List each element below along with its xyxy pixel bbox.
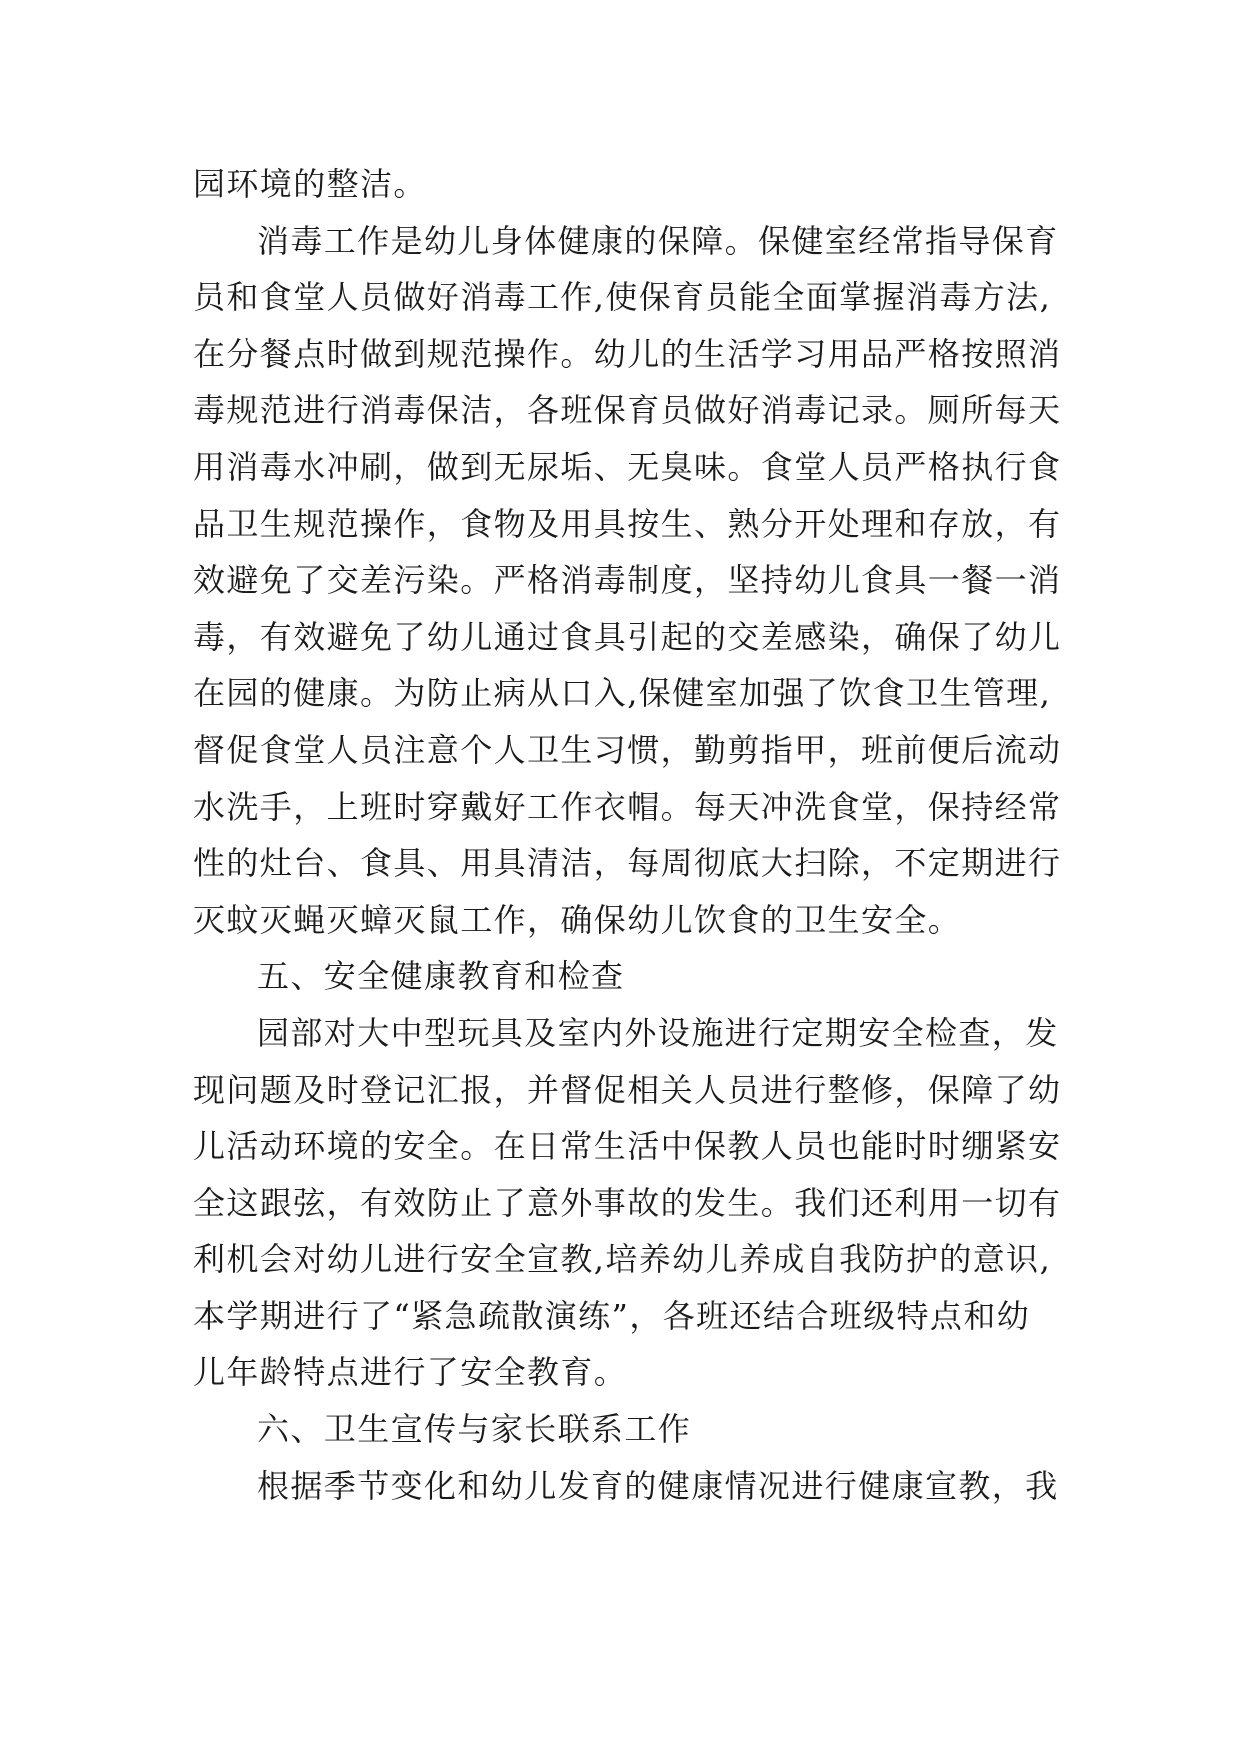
paragraph-start-line: 园部对大中型玩具及室内外设施进行定期安全检查，发 — [257, 1013, 1059, 1052]
text-line: 性的灶台、食具、用具清洁，每周彻底大扫除，不定期进行 — [193, 844, 1062, 883]
text-line: 品卫生规范操作，食物及用具按生、熟分开处理和存放，有 — [193, 504, 1062, 543]
text-line: 水洗手，上班时穿戴好工作衣帽。每天冲洗食堂，保持经常 — [193, 787, 1062, 826]
text-line: 全这跟弦，有效防止了意外事故的发生。我们还利用一切有 — [193, 1183, 1062, 1222]
text-line: 园环境的整洁。 — [193, 165, 427, 203]
text-line: 员和食堂人员做好消毒工作,使保育员能全面掌握消毒方法, — [193, 278, 1052, 317]
text-line: 在分餐点时做到规范操作。幼儿的生活学习用品严格按照消 — [193, 334, 1062, 373]
paragraph-start-line: 消毒工作是幼儿身体健康的保障。保健室经常指导保育 — [257, 221, 1059, 260]
document-body — [193, 156, 1093, 1514]
text-line: 毒规范进行消毒保洁，各班保育员做好消毒记录。厕所每天 — [193, 391, 1062, 430]
text-line: 用消毒水冲刷，做到无尿垢、无臭味。食堂人员严格执行食 — [193, 447, 1062, 486]
text-line: 督促食堂人员注意个人卫生习惯，勤剪指甲，班前便后流动 — [193, 730, 1062, 769]
text-line: 儿活动环境的安全。在日常生活中保教人员也能时时绷紧安 — [193, 1127, 1062, 1166]
text-line: 毒，有效避免了幼儿通过食具引起的交差感染，确保了幼儿 — [193, 617, 1062, 656]
text-line: 儿年龄特点进行了安全教育。 — [193, 1353, 628, 1392]
text-line: 本学期进行了“紧急疏散演练”，各班还结合班级特点和幼 — [193, 1296, 1031, 1335]
section-heading: 六、卫生宣传与家长联系工作 — [257, 1410, 692, 1449]
text-line: 在园的健康。为防止病从口入,保健室加强了饮食卫生管理, — [193, 674, 1052, 713]
text-line: 灭蚊灭蝇灭蟑灭鼠工作，确保幼儿饮食的卫生安全。 — [193, 900, 962, 939]
text-line: 利机会对幼儿进行安全宣教,培养幼儿养成自我防护的意识, — [193, 1240, 1052, 1279]
paragraph-start-line: 根据季节变化和幼儿发育的健康情况进行健康宣教，我 — [257, 1466, 1059, 1505]
text-line: 现问题及时登记汇报，并督促相关人员进行整修，保障了幼 — [193, 1070, 1062, 1109]
section-heading: 五、安全健康教育和检查 — [257, 957, 625, 996]
text-line: 效避免了交差污染。严格消毒制度，坚持幼儿食具一餐一消 — [193, 561, 1062, 600]
